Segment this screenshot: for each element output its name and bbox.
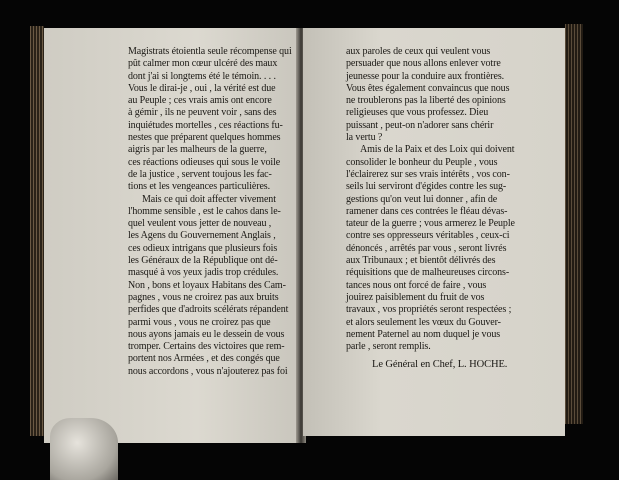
right-page-line: dénoncés , arrêtés par vous , seront livrés: [346, 242, 507, 254]
left-page-line: les Agens du Gouvernement Anglais ,: [128, 230, 276, 242]
right-page-line: gestions qu'on veut lui donner , afin de: [346, 193, 498, 205]
right-page-line: jouirez paisiblement du fruit de vos: [346, 291, 485, 303]
right-page: [303, 28, 565, 436]
left-page-line: pagnes , vous ne croirez pas aux bruits: [128, 291, 279, 303]
right-page-line: consolider le bonheur du Peuple , vous: [346, 156, 498, 168]
left-page-line: tromper. Certains des victoires que rem-: [128, 341, 285, 353]
left-page-line: aigris par les malheurs de la guerre,: [128, 144, 267, 156]
right-page-line: persuader que nous allons enlever votre: [346, 58, 501, 70]
right-page-line: ramener dans ces contrées le fléau dévas-: [346, 205, 508, 217]
right-page-line: aux paroles de ceux qui veulent vous: [346, 46, 491, 57]
right-page-line: ne troublerons pas la liberté des opinions: [346, 95, 506, 107]
left-page-line: parmi vous , vous ne croirez pas que: [128, 316, 271, 328]
right-page-line: réquisitions que de malheureuses circons-: [346, 267, 510, 279]
right-page-line: Vous êtes également convaincus que nous: [346, 82, 510, 94]
left-page-line: dont j'ai si longtems été le témoin. . . .: [128, 70, 276, 82]
right-page-text: [346, 46, 556, 372]
left-page-line: nous accordons , vous n'ajouterez pas foi: [128, 365, 288, 377]
right-page-line: parle , seront remplis.: [346, 341, 431, 353]
left-page-line: Non , bons et loyaux Habitans des Cam-: [128, 279, 286, 291]
right-page-line: tances nous ont forcé de faire , vous: [346, 279, 487, 291]
left-page: [44, 28, 299, 443]
right-page-line: seils lui serviront d'égides contre les sug-: [346, 181, 507, 193]
right-page-line: puissant , peut-on n'adorer sans chérir: [346, 119, 494, 131]
left-page-line: l'homme sensible , est le cahos dans le-: [128, 205, 281, 217]
left-page-line: au Peuple ; ces vrais amis ont encore: [128, 95, 272, 107]
left-page-line: masqué à vos yeux jadis trop crédules.: [128, 267, 279, 279]
right-page-line: la vertu ?: [346, 132, 383, 144]
left-page-line: à gémir , ils ne peuvent voir , sans des: [128, 107, 277, 119]
right-page-line: travaux , vos propriétés seront respectées ;: [346, 304, 512, 316]
left-page-line: perfides que d'adroits scélérats répandent: [128, 304, 289, 316]
right-page-line: nement Paternel au nom duquel je vous: [346, 328, 501, 340]
right-page-line: religieuses que vous professez. Dieu: [346, 107, 489, 119]
left-page-line: inquiétudes mortelles , ces réactions fu-: [128, 119, 283, 131]
right-page-line: Amis de la Paix et des Loix qui doivent: [360, 144, 515, 156]
right-page-line: l'éclairerez sur ses vrais intérêts , vos con-: [346, 168, 510, 180]
left-page-line: ces réactions odieuses qui sous le voile: [128, 156, 281, 168]
left-page-line: portent nos Armées , et des congés que: [128, 353, 280, 365]
right-page-line: aux Tribunaux ; et bientôt délivrés des: [346, 255, 496, 267]
left-page-line: les Généraux de la République ont dé-: [128, 255, 278, 267]
right-page-line: jeunesse pour la conduire aux frontières.: [346, 70, 505, 82]
left-page-line: tions et les vengeances particulières.: [128, 181, 270, 193]
book-fore-edge-left: [30, 26, 44, 436]
left-page-line: nous ayons jamais eu le dessein de vous: [128, 328, 285, 340]
signature: Le Général en Chef, L. HOCHE.: [372, 359, 508, 371]
right-page-line: tateur de la guerre ; vous armerez le Peuple: [346, 218, 515, 230]
left-page-line: nestes que préparent quelques hommes: [128, 132, 281, 144]
left-page-line: de la justice , servent toujous les fac-: [128, 168, 272, 180]
left-page-line: Vous le dirai-je , oui , la vérité est due: [128, 82, 276, 94]
left-page-text: [128, 46, 298, 378]
left-page-line: Mais ce qui doit affecter vivement: [142, 193, 276, 205]
right-page-line: et alors seulement les vœux du Gouver-: [346, 316, 501, 328]
left-page-line: ces odieux intrigans que plusieurs fois: [128, 242, 278, 254]
right-page-line: contre ses oppresseurs véritables , ceux-ci: [346, 230, 510, 242]
left-page-line: Magistrats étoientla seule récompense qui: [128, 46, 292, 57]
left-page-line: quel veulent vous jetter de nouveau ,: [128, 218, 272, 230]
book-fore-edge-right: [565, 24, 583, 424]
cloth-corner: [50, 418, 118, 480]
left-page-line: pût calmer mon cœur ulcéré des maux: [128, 58, 278, 70]
